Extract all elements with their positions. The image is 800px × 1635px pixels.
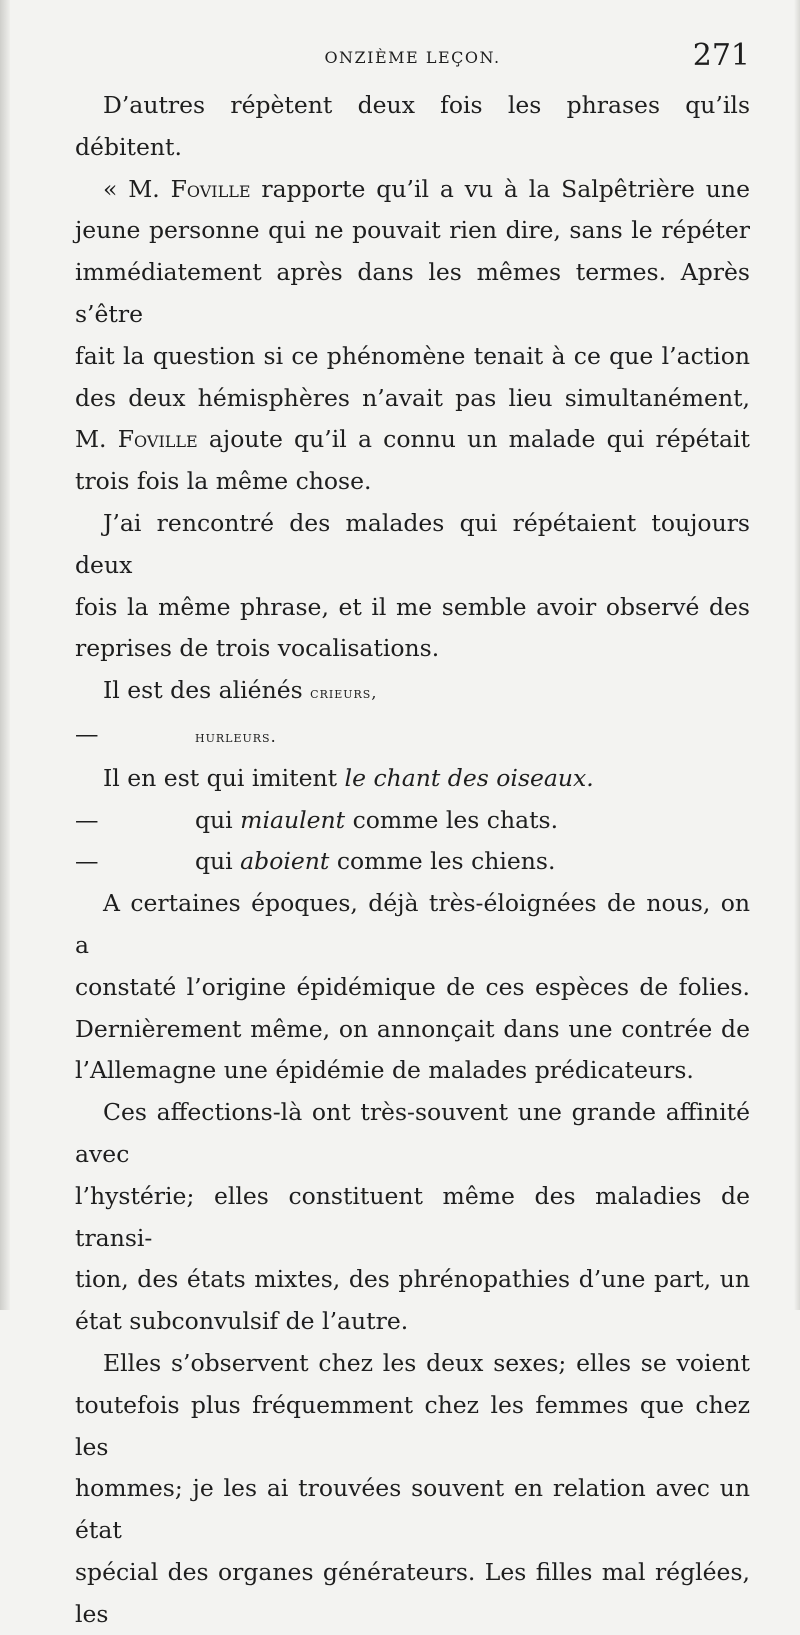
- text-span: constaté l’origine épidémique de ces espèces de folies.: [75, 972, 750, 1001]
- text-span: Dernièrement même, on annonçait dans une contrée de: [75, 1014, 750, 1043]
- line-p6-4: [75, 1552, 750, 1635]
- ditto-dash: —: [75, 719, 99, 748]
- line-p6-2: [75, 1385, 750, 1469]
- line-p6-1: [75, 1343, 750, 1385]
- line-p3-1: [75, 503, 750, 587]
- text-span: qui: [195, 805, 241, 834]
- term-hurleurs: hurleurs.: [195, 726, 277, 746]
- line-p3-2: [75, 587, 750, 629]
- text-span: reprises de trois vocalisations.: [75, 634, 440, 663]
- list-line-2: [75, 714, 750, 758]
- list-line-5: [75, 841, 750, 883]
- text-span: M.: [75, 425, 118, 454]
- text-span: Elles s’observent chez les deux sexes; elles se voient: [103, 1348, 750, 1377]
- ditto-dash: —: [75, 847, 99, 876]
- term-crieurs: crieurs,: [310, 683, 378, 703]
- text-span: Il est des aliénés: [103, 676, 311, 705]
- page-edge: [794, 0, 800, 1310]
- text-span: Ces affections-là ont très-souvent une grande affinité avec: [75, 1098, 750, 1168]
- text-span: trois fois la même chose.: [75, 467, 372, 496]
- line-p2-4: [75, 336, 750, 378]
- line-p2-1: [75, 169, 750, 211]
- line-p2-5: [75, 378, 750, 420]
- line-p2-3: [75, 252, 750, 336]
- text-span: comme les chiens.: [329, 847, 556, 876]
- line-p5-3: [75, 1259, 750, 1301]
- text-span: fait la question si ce phénomène tenait à ce que l’action: [75, 341, 750, 370]
- text-span: l’Allemagne une épidémie de malades prédicateurs.: [75, 1056, 694, 1085]
- text-span: A certaines époques, déjà très-éloignées de nous, on a: [75, 889, 750, 959]
- italic-word: miaulent: [240, 805, 346, 834]
- text-span: J’ai rencontré des malades qui répétaient toujours deux: [75, 508, 750, 579]
- list-line-3: [75, 758, 750, 800]
- text-span: spécial des organes générateurs. Les filles mal réglées, les: [75, 1557, 750, 1628]
- text-span: ajoute qu’il a connu un malade qui répétait: [197, 425, 750, 454]
- text-span: des deux hémisphères n’avait pas lieu simultanément,: [75, 383, 750, 412]
- line-p5-1: [75, 1092, 750, 1176]
- text-span: qui: [195, 847, 241, 876]
- author-name: Foville: [117, 425, 198, 454]
- text-span: Il en est qui imitent: [103, 763, 345, 792]
- text-span: toutefois plus fréquemment chez les femmes que chez les: [75, 1390, 750, 1461]
- page-header: [75, 38, 750, 78]
- author-name: Foville: [170, 174, 251, 203]
- text-span: comme les chats.: [345, 805, 559, 834]
- line-p1-1: [75, 85, 750, 169]
- list-line-4: [75, 800, 750, 842]
- italic-phrase: le chant des oiseaux.: [344, 763, 594, 792]
- text-span: rapporte qu’il a vu à la Salpêtrière une: [250, 174, 750, 203]
- italic-word: aboient: [240, 847, 330, 876]
- text-span: fois la même phrase, et il me semble avoir observé des: [75, 592, 750, 621]
- line-p5-2: [75, 1176, 750, 1260]
- line-p4-3: [75, 1009, 750, 1051]
- page-binding-shadow: [0, 0, 10, 1310]
- text-span: l’hystérie; elles constituent même des maladies de transi-: [75, 1181, 750, 1252]
- text-span: « M.: [103, 174, 171, 203]
- page-body: [75, 85, 750, 1635]
- text-span: jeune personne qui ne pouvait rien dire, sans le répéter: [75, 216, 750, 245]
- text-span: immédiatement après dans les mêmes termes. Après s’être: [75, 258, 750, 328]
- line-p4-4: [75, 1050, 750, 1092]
- ditto-dash: —: [75, 805, 99, 834]
- text-span: tion, des états mixtes, des phrénopathies d’une part, un: [75, 1265, 750, 1294]
- line-p2-2: [75, 210, 750, 252]
- line-p6-3: [75, 1468, 750, 1552]
- text-span: D’autres répètent deux fois les phrases qu’ils débitent.: [75, 91, 750, 161]
- line-p2-6: [75, 419, 750, 461]
- text-span: hommes; je les ai trouvées souvent en relation avec un état: [75, 1474, 750, 1545]
- page-number: 271: [692, 38, 750, 73]
- text-span: état subconvulsif de l’autre.: [75, 1307, 409, 1336]
- line-p4-2: [75, 967, 750, 1009]
- line-p3-3: [75, 628, 750, 670]
- list-line-1: [75, 670, 750, 714]
- line-p5-4: [75, 1301, 750, 1343]
- line-p2-7: [75, 461, 750, 503]
- running-head: ONZIÈME LEÇON.: [324, 48, 501, 67]
- line-p4-1: [75, 883, 750, 967]
